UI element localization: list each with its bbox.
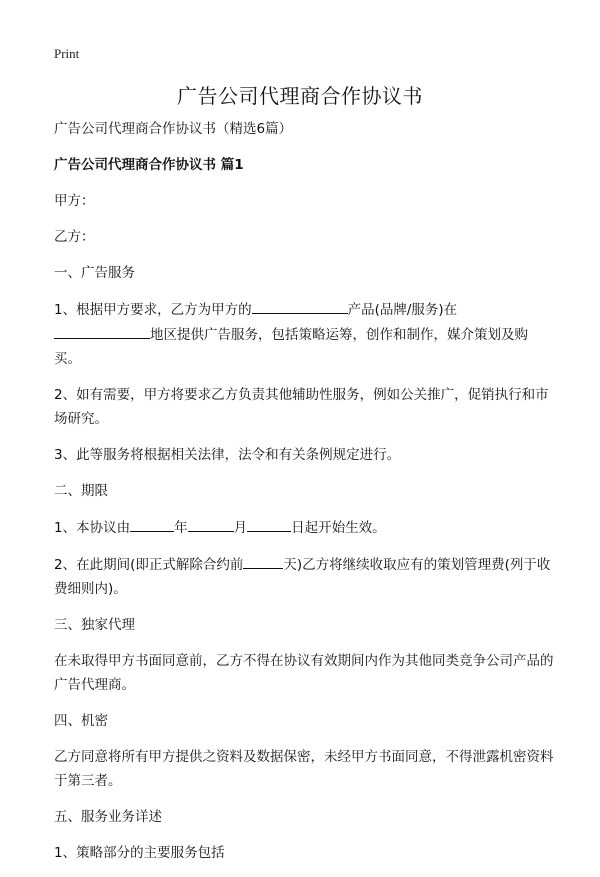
party-b-line: 乙方： (54, 229, 95, 245)
party-a-line: 甲方： (54, 193, 95, 209)
clause-1-text-b: 产品(品牌/服务)在 (347, 302, 458, 318)
term-1-paragraph (54, 515, 554, 540)
heading-confidentiality: 四、机密 (54, 713, 108, 729)
term-2-paragraph (54, 552, 554, 601)
term-2-text-b: 天)乙方将继续收取应有的策划管理费(列于收费细则内)。 (54, 557, 551, 597)
clause-3-paragraph: 3、此等服务将根据相关法律，法令和有关条例规定进行。 (54, 447, 401, 463)
service-details-paragraph: 1、策略部分的主要服务包括 (54, 845, 225, 861)
blank-field-year (130, 515, 174, 532)
term-1-text-b: 年 (174, 520, 188, 536)
heading-exclusive-agency: 三、独家代理 (54, 617, 135, 633)
heading-term: 二、期限 (54, 483, 108, 499)
term-1-text-a: 1、本协议由 (54, 520, 131, 536)
heading-ad-service: 一、广告服务 (54, 265, 135, 281)
clause-2-paragraph: 2、如有需要，甲方将要求乙方负责其他辅助性服务，例如公关推广，促销执行和市场研究。 (54, 387, 549, 427)
term-2-text-a: 2、在此期间(即正式解除合约前 (54, 557, 244, 573)
clause-1-text-a: 1、根据甲方要求，乙方为甲方的 (54, 302, 252, 318)
document-body (54, 117, 554, 877)
document-subtitle: 广告公司代理商合作协议书（精选6篇） (54, 121, 293, 137)
section-heading: 广告公司代理商合作协议书 篇1 (54, 157, 244, 173)
clause-1-text-c: 地区提供广告服务，包括策略运筹，创作和制作，媒介策划及购买。 (54, 327, 528, 367)
heading-service-details: 五、服务业务详述 (54, 809, 162, 825)
confidentiality-paragraph: 乙方同意将所有甲方提供之资料及数据保密，未经甲方书面同意，不得泄露机密资料于第三者。 (54, 749, 554, 789)
blank-field-month (188, 515, 234, 532)
page-title: 广告公司代理商合作协议书 (177, 84, 423, 108)
exclusive-paragraph: 在未取得甲方书面同意前，乙方不得在协议有效期间内作为其他同类竞争公司产品的广告代理商。 (54, 653, 554, 693)
print-link[interactable]: Print (54, 46, 80, 61)
term-1-text-d: 日起开始生效。 (291, 520, 386, 536)
blank-field-days (243, 552, 283, 569)
clause-1-paragraph (54, 297, 554, 371)
blank-field-day (247, 515, 291, 532)
blank-field-region (54, 322, 150, 339)
term-1-text-c: 月 (233, 520, 248, 536)
blank-field-product (252, 297, 348, 314)
